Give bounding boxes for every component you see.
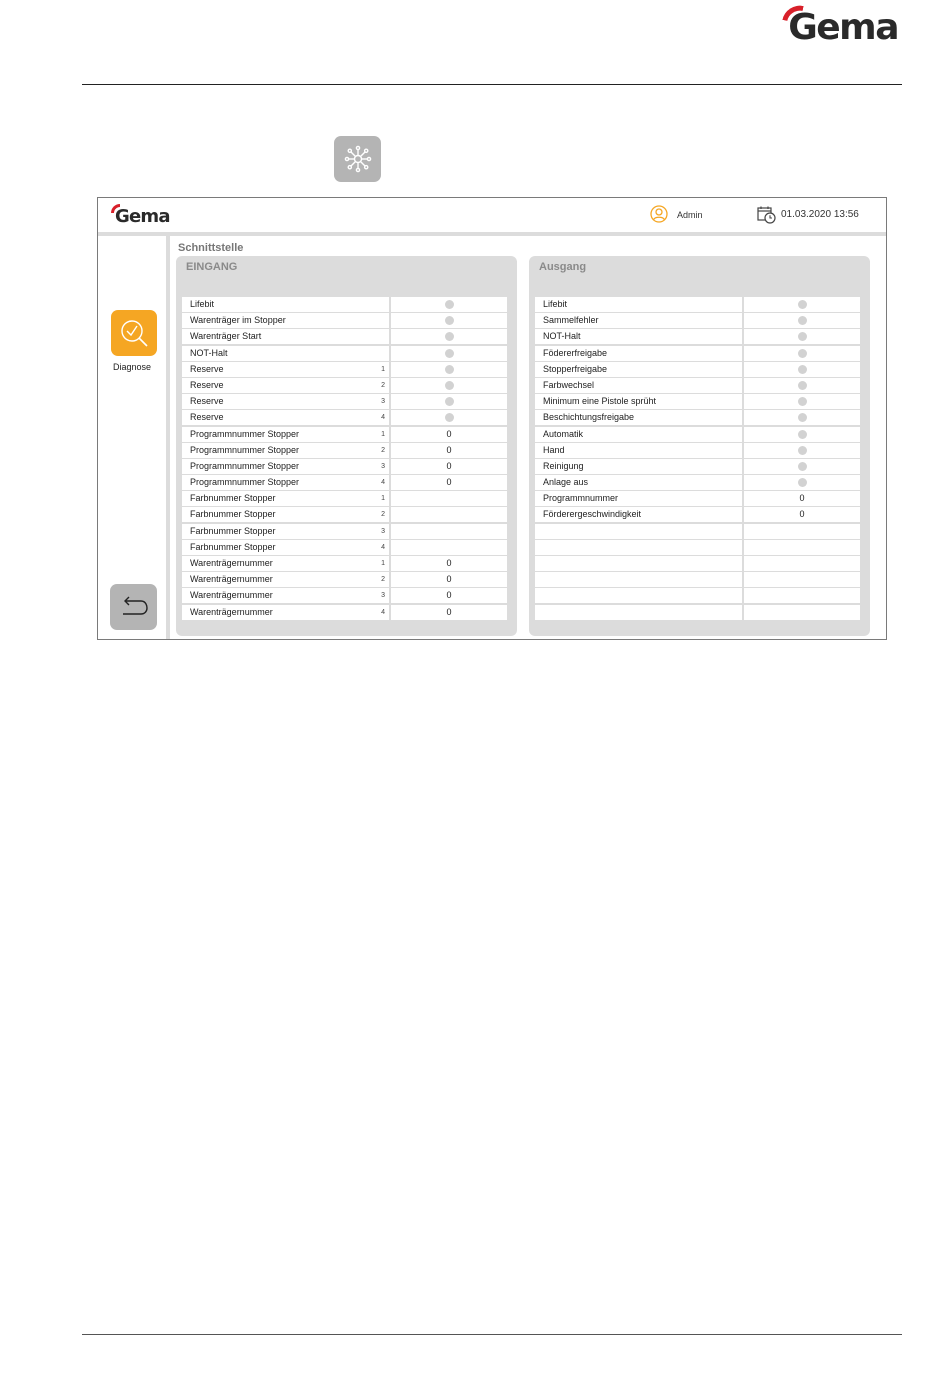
signal-label <box>535 362 742 377</box>
signal-label <box>182 410 389 425</box>
signal-index: 2 <box>381 446 385 454</box>
ausgang-row <box>535 540 862 556</box>
signal-value <box>391 524 507 539</box>
signal-label-text: Farbnummer Stopper <box>190 541 276 552</box>
signal-value <box>744 443 860 458</box>
ausgang-row <box>535 588 862 604</box>
signal-label-text: Farbnummer Stopper <box>190 493 276 504</box>
eingang-row <box>182 394 509 410</box>
signal-value <box>391 443 507 458</box>
eingang-rows <box>182 297 509 621</box>
signal-label <box>535 524 742 539</box>
signal-label <box>535 475 742 490</box>
signal-value <box>744 507 860 522</box>
ausgang-row <box>535 475 862 491</box>
signal-value-text: 0 <box>446 477 452 488</box>
signal-label <box>535 346 742 361</box>
signal-value <box>391 297 507 312</box>
ausgang-title: Ausgang <box>539 261 587 273</box>
signal-label <box>535 572 742 587</box>
eingang-panel <box>176 256 517 636</box>
status-led-icon <box>445 397 454 406</box>
signal-value <box>744 588 860 603</box>
signal-value <box>744 346 860 361</box>
ausgang-row <box>535 605 862 621</box>
signal-value-text: 0 <box>446 428 452 439</box>
signal-value <box>391 475 507 490</box>
signal-label-text: Programmnummer Stopper <box>190 444 300 455</box>
status-led-icon <box>798 446 807 455</box>
signal-value <box>744 362 860 377</box>
signal-label-text: Reserve <box>190 396 224 407</box>
signal-label <box>535 605 742 620</box>
ausgang-row <box>535 491 862 507</box>
signal-label-text: Farbwechsel <box>543 379 595 390</box>
signal-label <box>182 524 389 539</box>
signal-value <box>391 572 507 587</box>
signal-value <box>391 410 507 425</box>
eingang-row <box>182 524 509 540</box>
section-title: Schnittstelle <box>178 242 244 254</box>
eingang-row <box>182 362 509 378</box>
signal-label <box>535 507 742 522</box>
signal-index: 2 <box>381 511 385 519</box>
signal-value-text: 0 <box>799 509 805 520</box>
signal-label <box>535 556 742 571</box>
diagnose-button[interactable] <box>111 310 157 356</box>
eingang-row <box>182 346 509 362</box>
sidebar-divider <box>166 236 170 639</box>
signal-value-text: 0 <box>446 444 452 455</box>
signal-label <box>182 540 389 555</box>
signal-value-text: 0 <box>799 493 805 504</box>
signal-label-text: Beschichtungsfreigabe <box>543 412 635 423</box>
signal-label-text: Farbnummer Stopper <box>190 525 276 536</box>
back-button[interactable] <box>110 584 157 630</box>
ausgang-row <box>535 378 862 394</box>
signal-label-text: Warenträger im Stopper <box>190 315 286 326</box>
ausgang-row <box>535 313 862 329</box>
signal-value <box>391 427 507 442</box>
eingang-row <box>182 507 509 523</box>
ausgang-rows <box>535 297 862 621</box>
signal-value <box>744 605 860 620</box>
page-top-rule <box>82 84 902 85</box>
signal-label <box>182 297 389 312</box>
signal-value <box>391 394 507 409</box>
ausgang-row <box>535 556 862 572</box>
status-led-icon <box>798 332 807 341</box>
signal-value <box>744 297 860 312</box>
signal-value <box>744 313 860 328</box>
signal-label <box>535 410 742 425</box>
hmi-screen <box>97 197 887 640</box>
top-bar-divider <box>98 232 886 236</box>
signal-label <box>182 507 389 522</box>
signal-label-text: NOT-Halt <box>543 331 581 342</box>
signal-label-text: Warenträgernummer <box>190 558 273 568</box>
ausgang-row <box>535 459 862 475</box>
status-led-icon <box>798 300 807 309</box>
status-led-icon <box>445 300 454 309</box>
eingang-row <box>182 443 509 459</box>
signal-label <box>182 572 389 587</box>
signal-label-text: Förderergeschwindigkeit <box>543 509 642 520</box>
signal-label-text: Warenträgernummer <box>190 606 273 617</box>
status-led-icon <box>798 462 807 471</box>
signal-value <box>744 491 860 506</box>
eingang-row <box>182 540 509 556</box>
signal-value <box>744 459 860 474</box>
signal-index: 2 <box>381 576 385 584</box>
ausgang-row <box>535 410 862 426</box>
signal-label <box>182 313 389 328</box>
signal-label-text: Programmnummer Stopper <box>190 477 300 488</box>
signal-label-text: Programmnummer <box>543 493 619 504</box>
signal-value <box>391 459 507 474</box>
page-logo-text: Gema <box>788 7 898 48</box>
signal-label <box>182 588 389 603</box>
calendar-clock-icon <box>757 205 776 224</box>
signal-index: 4 <box>381 543 385 551</box>
signal-value <box>391 329 507 344</box>
eingang-row <box>182 459 509 475</box>
signal-value-text: 0 <box>446 574 452 585</box>
signal-value-text: 0 <box>446 606 452 617</box>
signal-label-text: Lifebit <box>190 299 215 309</box>
signal-value <box>744 394 860 409</box>
status-led-icon <box>798 397 807 406</box>
signal-index: 4 <box>381 414 385 422</box>
signal-label <box>182 475 389 490</box>
eingang-row <box>182 605 509 621</box>
status-led-icon <box>798 349 807 358</box>
signal-label <box>182 427 389 442</box>
eingang-row <box>182 427 509 443</box>
signal-label <box>182 378 389 393</box>
signal-label <box>182 556 389 571</box>
status-led-icon <box>445 365 454 374</box>
signal-value <box>391 362 507 377</box>
signal-label-text: Programmnummer Stopper <box>190 428 300 439</box>
ausgang-row <box>535 297 862 313</box>
signal-label <box>182 346 389 361</box>
eingang-row <box>182 297 509 313</box>
signal-value <box>391 378 507 393</box>
ausgang-panel <box>529 256 870 636</box>
signal-label <box>535 588 742 603</box>
signal-value <box>391 491 507 506</box>
back-arrow-icon <box>117 592 151 622</box>
signal-label <box>182 605 389 620</box>
signal-label <box>535 297 742 312</box>
status-led-icon <box>798 365 807 374</box>
signal-value-text: 0 <box>446 590 452 601</box>
ausgang-row <box>535 524 862 540</box>
signal-label <box>535 394 742 409</box>
signal-label-text: Stopperfreigabe <box>543 363 608 374</box>
ausgang-row <box>535 362 862 378</box>
signal-label-text: Reserve <box>190 412 224 423</box>
signal-value <box>744 524 860 539</box>
ausgang-row <box>535 329 862 345</box>
eingang-row <box>182 588 509 604</box>
status-led-icon <box>445 381 454 390</box>
signal-label-text: Anlage aus <box>543 477 589 488</box>
ausgang-row <box>535 507 862 523</box>
signal-value <box>391 605 507 620</box>
signal-index: 1 <box>381 495 385 503</box>
signal-value-text: 0 <box>446 558 452 568</box>
signal-label-text: Sammelfehler <box>543 315 599 326</box>
eingang-row <box>182 329 509 345</box>
eingang-row <box>182 313 509 329</box>
signal-label <box>535 443 742 458</box>
signal-label <box>182 491 389 506</box>
signal-label <box>535 540 742 555</box>
signal-value <box>744 427 860 442</box>
eingang-row <box>182 378 509 394</box>
signal-index: 1 <box>381 365 385 373</box>
signal-label <box>182 362 389 377</box>
top-bar <box>98 198 886 232</box>
status-led-icon <box>798 381 807 390</box>
signal-label-text: Reinigung <box>543 460 584 471</box>
status-led-icon <box>445 413 454 422</box>
eingang-title: EINGANG <box>186 261 238 273</box>
status-led-icon <box>798 316 807 325</box>
ausgang-row <box>535 427 862 443</box>
signal-label-text: Warenträger Start <box>190 331 262 342</box>
screen-logo-text: Gema <box>115 206 170 227</box>
signal-index: 4 <box>381 608 385 616</box>
signal-label <box>535 378 742 393</box>
user-icon[interactable] <box>650 205 668 223</box>
status-led-icon <box>445 316 454 325</box>
signal-index: 1 <box>381 430 385 438</box>
signal-label-text: NOT-Halt <box>190 347 228 358</box>
status-led-icon <box>798 478 807 487</box>
signal-value <box>744 556 860 571</box>
signal-index: 3 <box>381 462 385 470</box>
status-led-icon <box>798 430 807 439</box>
signal-index: 2 <box>381 381 385 389</box>
signal-index: 3 <box>381 592 385 600</box>
ausgang-row <box>535 572 862 588</box>
signal-label-text: Lifebit <box>543 299 568 309</box>
signal-label <box>535 313 742 328</box>
signal-label <box>182 329 389 344</box>
signal-label <box>535 329 742 344</box>
ausgang-row <box>535 443 862 459</box>
signal-label <box>182 394 389 409</box>
diagnose-magnifier-icon <box>117 316 151 350</box>
ausgang-row <box>535 394 862 410</box>
signal-label <box>182 459 389 474</box>
signal-index: 1 <box>381 560 385 567</box>
signal-value <box>391 346 507 361</box>
signal-value <box>744 572 860 587</box>
eingang-row <box>182 491 509 507</box>
signal-value <box>391 540 507 555</box>
signal-value <box>391 507 507 522</box>
signal-value <box>391 556 507 571</box>
eingang-row <box>182 572 509 588</box>
signal-label <box>535 459 742 474</box>
signal-label-text: Hand <box>543 444 565 455</box>
eingang-row <box>182 556 509 572</box>
datetime: 01.03.2020 13:56 <box>781 209 859 220</box>
signal-value <box>744 540 860 555</box>
status-led-icon <box>445 349 454 358</box>
signal-index: 4 <box>381 479 385 487</box>
signal-label-text: Automatik <box>543 428 584 439</box>
signal-label-text: Reserve <box>190 379 224 390</box>
signal-label <box>535 427 742 442</box>
page-bottom-rule <box>82 1334 902 1335</box>
signal-value <box>744 329 860 344</box>
signal-label-text: Reserve <box>190 363 224 374</box>
signal-value <box>744 475 860 490</box>
signal-label-text: Warenträgernummer <box>190 590 273 601</box>
signal-label <box>182 443 389 458</box>
interface-button[interactable] <box>334 136 381 182</box>
signal-value-text: 0 <box>446 460 452 471</box>
status-led-icon <box>798 413 807 422</box>
signal-index: 3 <box>381 398 385 406</box>
signal-label <box>535 491 742 506</box>
diagnose-label: Diagnose <box>112 362 152 372</box>
signal-label-text: Farbnummer Stopper <box>190 509 276 520</box>
signal-label-text: Minimum eine Pistole sprüht <box>543 396 657 407</box>
sidebar <box>98 236 166 639</box>
eingang-row <box>182 410 509 426</box>
page-logo <box>788 4 898 46</box>
signal-label-text: Programmnummer Stopper <box>190 460 300 471</box>
eingang-row <box>182 475 509 491</box>
signal-value <box>391 588 507 603</box>
user-name[interactable]: Admin <box>677 210 703 220</box>
signal-index: 3 <box>381 527 385 535</box>
signal-label-text: Födererfreigabe <box>543 347 608 358</box>
signal-value <box>391 313 507 328</box>
network-icon <box>343 144 373 174</box>
signal-label-text: Warenträgernummer <box>190 574 273 585</box>
signal-value <box>744 410 860 425</box>
signal-value <box>744 378 860 393</box>
ausgang-row <box>535 346 862 362</box>
status-led-icon <box>445 332 454 341</box>
